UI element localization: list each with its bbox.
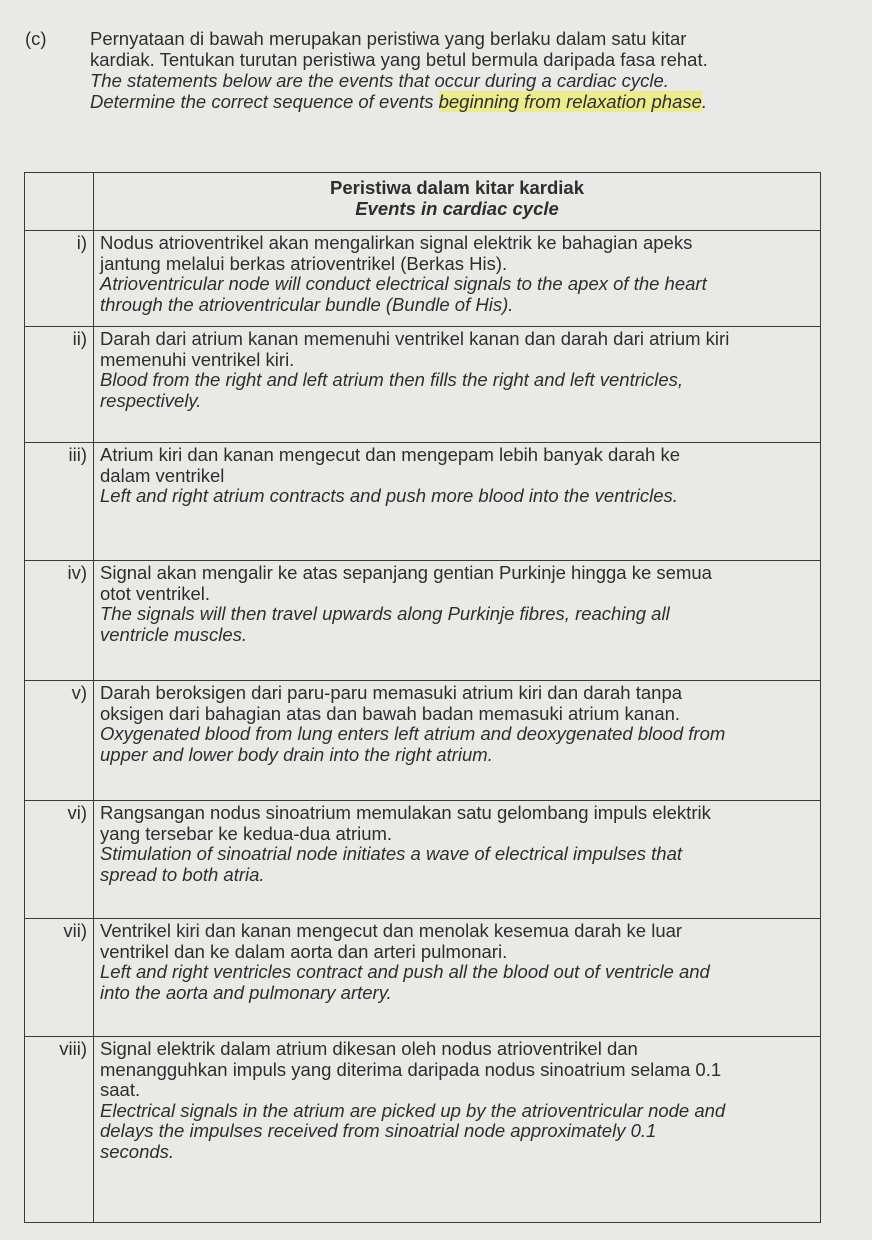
- event-malay-line: ventrikel dan ke dalam aorta dan arteri pulmonari.: [100, 940, 508, 962]
- row-number: v): [25, 681, 94, 801]
- event-malay-line: Signal akan mengalir ke atas sepanjang gentian Purkinje hingga ke semua: [100, 562, 712, 583]
- table-row: [25, 327, 821, 443]
- event-malay-line: Darah beroksigen dari paru-paru memasuki atrium kiri dan darah tanpa: [100, 682, 683, 703]
- event-english-line: ventricle muscles.: [100, 623, 248, 645]
- event-cell: [94, 443, 821, 561]
- row-number: iii): [25, 443, 94, 561]
- question-english-line: [90, 91, 708, 112]
- question-english-text: .: [701, 91, 708, 112]
- event-malay-line: memenuhi ventrikel kiri.: [100, 348, 295, 370]
- event-english-line: Left and right atrium contracts and push more blood into the ventricles.: [100, 485, 678, 506]
- event-malay-line: menangguhkan impuls yang diterima daripada nodus sinoatrium selama 0.1: [100, 1058, 722, 1080]
- table-row: [25, 561, 821, 681]
- event-english-line: upper and lower body drain into the right atrium.: [100, 743, 493, 765]
- event-malay-line: oksigen dari bahagian atas dan bawah badan memasuki atrium kanan.: [100, 702, 681, 724]
- table-row: [25, 801, 821, 919]
- event-english-line: Left and right ventricles contract and push all the blood out of ventricle and: [100, 961, 710, 982]
- event-malay-line: Darah dari atrium kanan memenuhi ventrikel kanan dan darah dari atrium kiri: [100, 328, 730, 349]
- event-cell: [94, 681, 821, 801]
- row-number: i): [25, 231, 94, 327]
- event-english-line: Electrical signals in the atrium are picked up by the atrioventricular node and: [100, 1099, 726, 1121]
- event-malay-line: dalam ventrikel: [100, 464, 225, 486]
- highlighted-text: beginning from relaxation phase: [438, 91, 702, 112]
- event-malay-line: Nodus atrioventrikel akan mengalirkan signal elektrik ke bahagian apeks: [100, 232, 693, 253]
- question-malay-line: Pernyataan di bawah merupakan peristiwa yang berlaku dalam satu kitar: [90, 28, 687, 49]
- question-english-line: The statements below are the events that occur during a cardiac cycle.: [90, 70, 669, 91]
- event-english-line: Blood from the right and left atrium then fills the right and left ventricles,: [100, 369, 684, 390]
- table-row: [25, 681, 821, 801]
- event-malay-line: saat.: [100, 1079, 141, 1100]
- event-malay-line: Rangsangan nodus sinoatrium memulakan satu gelombang impuls elektrik: [100, 802, 711, 823]
- question-label: (c): [25, 28, 47, 49]
- event-english-line: Oxygenated blood from lung enters left atrium and deoxygenated blood from: [100, 723, 726, 744]
- event-english-line: Stimulation of sinoatrial node initiates a wave of electrical impulses that: [100, 843, 683, 864]
- event-malay-line: otot ventrikel.: [100, 582, 211, 604]
- event-cell: [94, 1037, 821, 1223]
- header-cell: [94, 173, 821, 231]
- row-number: vii): [25, 919, 94, 1037]
- event-english-line: through the atrioventricular bundle (Bundle of His).: [100, 293, 514, 315]
- event-english-line: seconds.: [100, 1140, 175, 1162]
- header-english: Events in cardiac cycle: [355, 197, 559, 219]
- event-english-line: delays the impulses received from sinoatrial node approximately 0.1: [100, 1120, 657, 1141]
- event-cell: [94, 801, 821, 919]
- row-number: viii): [25, 1037, 94, 1223]
- event-cell: [94, 561, 821, 681]
- event-english-line: The signals will then travel upwards along Purkinje fibres, reaching all: [100, 603, 670, 624]
- event-english-line: respectively.: [100, 389, 202, 411]
- event-cell: [94, 231, 821, 327]
- event-english-line: Atrioventricular node will conduct electrical signals to the apex of the heart: [100, 273, 707, 294]
- event-malay-line: Atrium kiri dan kanan mengecut dan mengepam lebih banyak darah ke: [100, 444, 681, 465]
- table-row: [25, 231, 821, 327]
- question-malay-line: kardiak. Tentukan turutan peristiwa yang betul bermula daripada fasa rehat.: [90, 49, 708, 70]
- table-row: [25, 1037, 821, 1223]
- event-malay-line: Ventrikel kiri dan kanan mengecut dan menolak kesemua darah ke luar: [100, 920, 683, 941]
- event-english-line: into the aorta and pulmonary artery.: [100, 981, 392, 1003]
- row-number: ii): [25, 327, 94, 443]
- header-empty-cell: [25, 173, 94, 231]
- event-cell: [94, 919, 821, 1037]
- table-row: [25, 443, 821, 561]
- question-english-text: Determine the correct sequence of events: [90, 91, 439, 112]
- row-number: vi): [25, 801, 94, 919]
- table-header-row: [25, 173, 821, 231]
- event-malay-line: jantung melalui berkas atrioventrikel (Berkas His).: [100, 252, 508, 274]
- table-row: [25, 919, 821, 1037]
- event-malay-line: yang tersebar ke kedua-dua atrium.: [100, 822, 393, 844]
- event-cell: [94, 327, 821, 443]
- header-malay: Peristiwa dalam kitar kardiak: [330, 177, 584, 198]
- event-english-line: spread to both atria.: [100, 863, 265, 885]
- events-table: [24, 172, 821, 1223]
- event-malay-line: Signal elektrik dalam atrium dikesan oleh nodus atrioventrikel dan: [100, 1038, 638, 1059]
- row-number: iv): [25, 561, 94, 681]
